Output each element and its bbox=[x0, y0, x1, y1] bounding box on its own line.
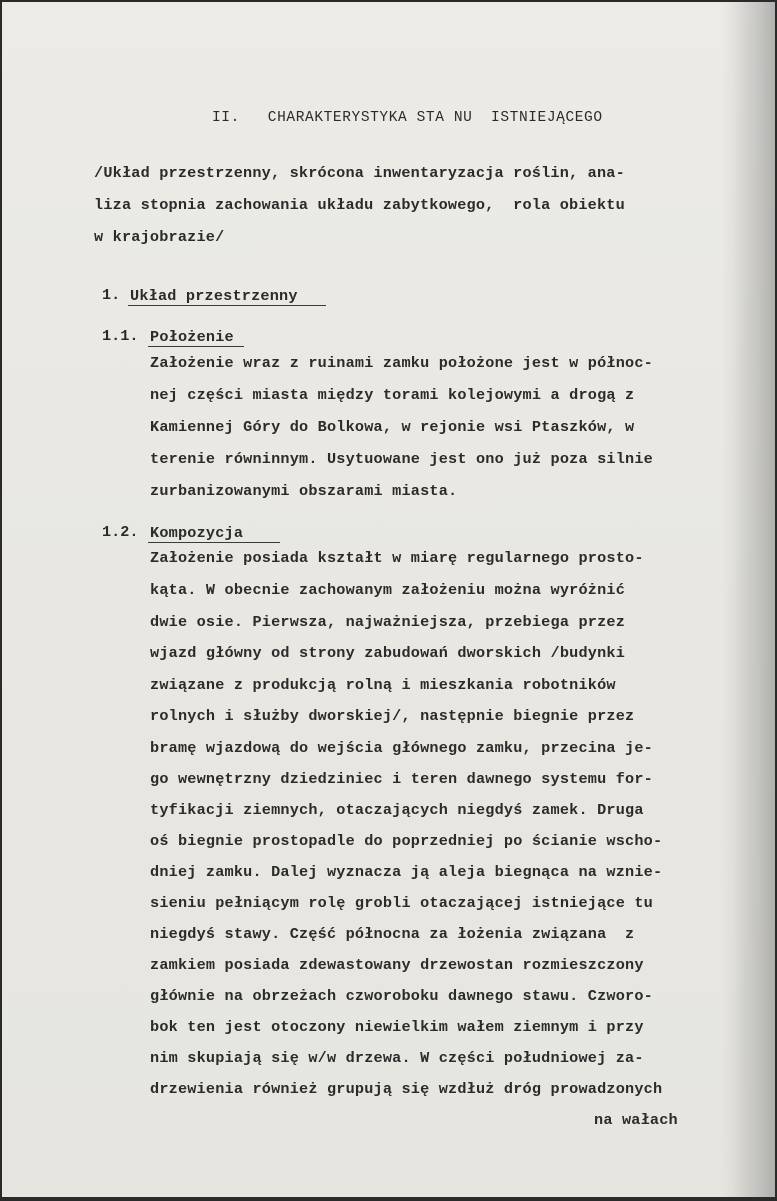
section-1-heading: Układ przestrzenny bbox=[130, 287, 298, 305]
section-1-2-underline bbox=[148, 542, 280, 543]
section-1-2-heading: Kompozycja bbox=[150, 524, 244, 542]
paragraph-line: kąta. W obecnie zachowanym założeniu można wyróżnić bbox=[150, 581, 626, 599]
paragraph-line: oś biegnie prostopadle do poprzedniej po ścianie wscho- bbox=[150, 832, 663, 850]
paragraph-line: dniej zamku. Dalej wyznacza ją aleja biegnąca na wznie- bbox=[150, 863, 663, 881]
paragraph-line: tyfikacji ziemnych, otaczających niegdyś zamek. Druga bbox=[150, 801, 644, 819]
paragraph-line: bok ten jest otoczony niewielkim wałem ziemnym i przy bbox=[150, 1018, 644, 1036]
paragraph-line: bramę wjazdową do wejścia głównego zamku, przecina je- bbox=[150, 739, 653, 757]
intro-line: liza stopnia zachowania układu zabytkowego, rola obiektu bbox=[94, 196, 625, 214]
paragraph-line: wjazd główny od strony zabudowań dworskich /budynki bbox=[150, 644, 626, 662]
paragraph-line: go wewnętrzny dziedziniec i teren dawnego systemu for- bbox=[150, 770, 653, 788]
paragraph-line: drzewienia również grupują się wzdłuż dróg prowadzonych bbox=[150, 1080, 663, 1098]
section-1-number: 1. bbox=[102, 286, 121, 304]
paragraph-line: nej części miasta między torami kolejowymi a drogą z bbox=[150, 386, 635, 404]
paragraph-line: zurbanizowanymi obszarami miasta. bbox=[150, 482, 458, 500]
paragraph-line: sieniu pełniącym rolę grobli otaczającej istniejące tu bbox=[150, 894, 653, 912]
paragraph-line: nim skupiają się w/w drzewa. W części południowej za- bbox=[150, 1049, 644, 1067]
section-1-1-heading: Położenie bbox=[150, 328, 234, 346]
paragraph-line: Założenie posiada kształt w miarę regularnego prosto- bbox=[150, 549, 644, 567]
page-edge-shadow bbox=[733, 2, 775, 1197]
paragraph-line: Założenie wraz z ruinami zamku położone jest w północ- bbox=[150, 354, 653, 372]
page-continuation: na wałach bbox=[594, 1111, 678, 1129]
paragraph-line: zamkiem posiada zdewastowany drzewostan rozmieszczony bbox=[150, 956, 644, 974]
paragraph-line: terenie równinnym. Usytuowane jest ono już poza silnie bbox=[150, 450, 653, 468]
section-1-1-number: 1.1. bbox=[102, 327, 139, 345]
section-1-underline bbox=[128, 305, 326, 306]
section-1-1-underline bbox=[148, 346, 244, 347]
paragraph-line: głównie na obrzeżach czworoboku dawnego stawu. Czworo- bbox=[150, 987, 653, 1005]
intro-line: w krajobrazie/ bbox=[94, 228, 225, 246]
paragraph-line: dwie osie. Pierwsza, najważniejsza, przebiega przez bbox=[150, 613, 626, 631]
paragraph-line: Kamiennej Góry do Bolkowa, w rejonie wsi Ptaszków, w bbox=[150, 418, 635, 436]
section-1-2-number: 1.2. bbox=[102, 523, 139, 541]
paragraph-line: niegdyś stawy. Część północna za łożenia związana z bbox=[150, 925, 635, 943]
paragraph-line: związane z produkcją rolną i mieszkania robotników bbox=[150, 676, 616, 694]
document-page bbox=[2, 2, 775, 1197]
paragraph-line: rolnych i służby dworskiej/, następnie biegnie przez bbox=[150, 707, 635, 725]
chapter-heading: II. CHARAKTERYSTYKA STA NU ISTNIEJĄCEGO bbox=[212, 110, 603, 126]
intro-line: /Układ przestrzenny, skrócona inwentaryzacja roślin, ana- bbox=[94, 164, 625, 182]
